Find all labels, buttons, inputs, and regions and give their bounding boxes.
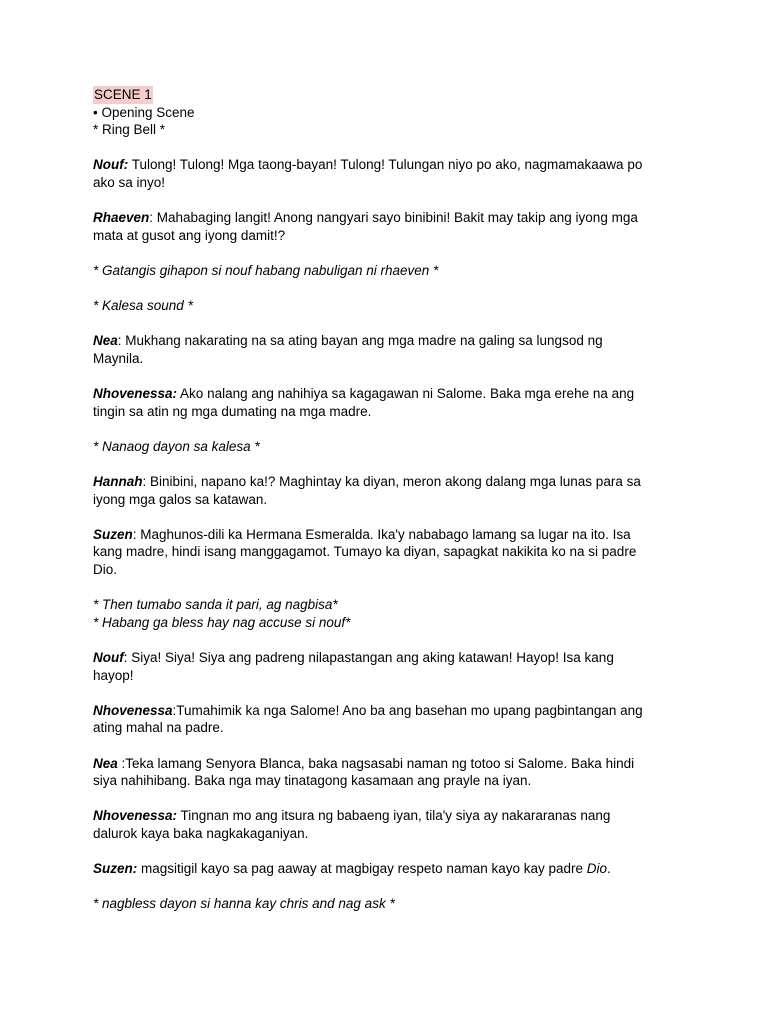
stage-direction: * Habang ga bless hay nag accuse si nouf* [93, 614, 351, 630]
dialogue-line [93, 860, 683, 878]
dialogue-text: Ako nalang ang nahihiya sa kagagawan ni Salome. Baka mga erehe na ang [177, 386, 635, 402]
dialogue-text-italic: Dio [586, 861, 608, 877]
dialogue-text: : Siya! Siya! Siya ang padreng nilapastangan ang aking katawan! Hayop! Isa kang [123, 650, 614, 665]
dialogue-line [93, 755, 683, 773]
dialogue-block [93, 649, 683, 684]
dialogue-text-end: . [607, 861, 611, 877]
dialogue-text: hayop! [93, 667, 134, 683]
script-page [93, 86, 683, 913]
dialogue-text: : Mukhang nakarating na sa ating bayan ang mga madre na galing sa lungsod ng [117, 333, 603, 349]
dialogue-text: iyong mga galos sa katawan. [93, 491, 268, 507]
stage-direction: * Nanaog dayon sa kalesa * [93, 438, 260, 454]
dialogue-text: ako sa inyo! [93, 174, 166, 190]
dialogue-block [93, 209, 683, 244]
dialogue-line [93, 702, 683, 720]
speaker-name: Nouf [93, 650, 124, 665]
dialogue-text: : Mahabaging langit! Anong nangyari sayo binibini! Bakit may takip ang iyong mga [149, 210, 638, 226]
dialogue-text: dalurok kaya baka nagkakaganiyan. [93, 825, 309, 841]
speaker-name: Nhovenessa: [93, 386, 178, 402]
dialogue-text: Maynila. [93, 350, 144, 366]
scene-bullet: • Opening Scene [93, 104, 195, 120]
dialogue-line [93, 385, 683, 403]
dialogue-block [93, 755, 683, 790]
dialogue-line [93, 473, 683, 491]
stage-direction: * Gatangis gihapon si nouf habang nabuligan ni rhaeven * [93, 262, 439, 278]
stage-direction: * nagbless dayon si hanna kay chris and nag ask * [93, 896, 395, 912]
speaker-name: Nhovenessa: [93, 808, 178, 824]
dialogue-line [93, 649, 683, 667]
dialogue-line [93, 526, 683, 544]
speaker-name: Nhovenessa [93, 702, 173, 718]
dialogue-text: :Teka lamang Senyora Blanca, baka nagsasabi naman ng totoo si Salome. Baka hindi [117, 755, 635, 771]
dialogue-block [93, 526, 683, 579]
dialogue-text: : Maghunos-dili ka Hermana Esmeralda. Ika'y nababago lamang sa lugar na ito. Isa [132, 526, 631, 542]
scene-title: SCENE 1 [94, 87, 152, 102]
dialogue-text: magsitigil kayo sa pag aaway at magbigay respeto naman kayo kay padre [137, 861, 587, 877]
speaker-name: Suzen [93, 526, 133, 542]
dialogue-block [93, 807, 683, 842]
dialogue-text: Tulong! Tulong! Mga taong-bayan! Tulong! Tulungan niyo po ako, nagmamakaawa po [128, 157, 643, 173]
dialogue-text: ating mahal na padre. [93, 720, 224, 736]
dialogue-text: Tingnan mo ang itsura ng babaeng iyan, tila'y siya ay nakararanas nang [177, 808, 611, 824]
scene-sound-cue: * Ring Bell * [93, 122, 166, 138]
dialogue-text: tingin sa atin ng mga dumating na mga madre. [93, 403, 372, 419]
dialogue-line [93, 209, 683, 227]
dialogue-block [93, 702, 683, 737]
dialogue-text: :Tumahimik ka nga Salome! Ano ba ang basehan mo upang pagbintangan ang [172, 702, 643, 718]
speaker-name: Nea [93, 333, 118, 349]
dialogue-line [93, 332, 683, 350]
dialogue-block [93, 385, 683, 420]
speaker-name: Nea [93, 755, 118, 771]
speaker-name: Hannah [93, 474, 143, 490]
dialogue-text: siya nahihibang. Baka nga may tinatagong kasamaan ang prayle na iyan. [93, 773, 532, 789]
dialogue-text: kang madre, hindi isang manggagamot. Tumayo ka diyan, sapagkat nakikita ko na si padre [93, 544, 637, 560]
dialogue-block [93, 473, 683, 508]
speaker-name: Nouf: [93, 157, 129, 173]
dialogue-line [93, 156, 683, 174]
dialogue-text: : Binibini, napano ka!? Maghintay ka diyan, meron akong dalang mga lunas para sa [142, 474, 641, 490]
dialogue-block [93, 156, 683, 191]
scene-heading-line [93, 86, 683, 104]
speaker-name: Suzen: [93, 861, 138, 877]
stage-direction: * Then tumabo sanda it pari, ag nagbisa* [93, 597, 338, 613]
stage-direction: * Kalesa sound * [93, 298, 193, 314]
dialogue-text: mata at gusot ang iyong damit!? [93, 227, 286, 243]
speaker-name: Rhaeven [93, 210, 150, 226]
dialogue-block [93, 332, 683, 367]
dialogue-block [93, 860, 683, 878]
dialogue-text: Dio. [93, 562, 118, 578]
dialogue-line [93, 807, 683, 825]
